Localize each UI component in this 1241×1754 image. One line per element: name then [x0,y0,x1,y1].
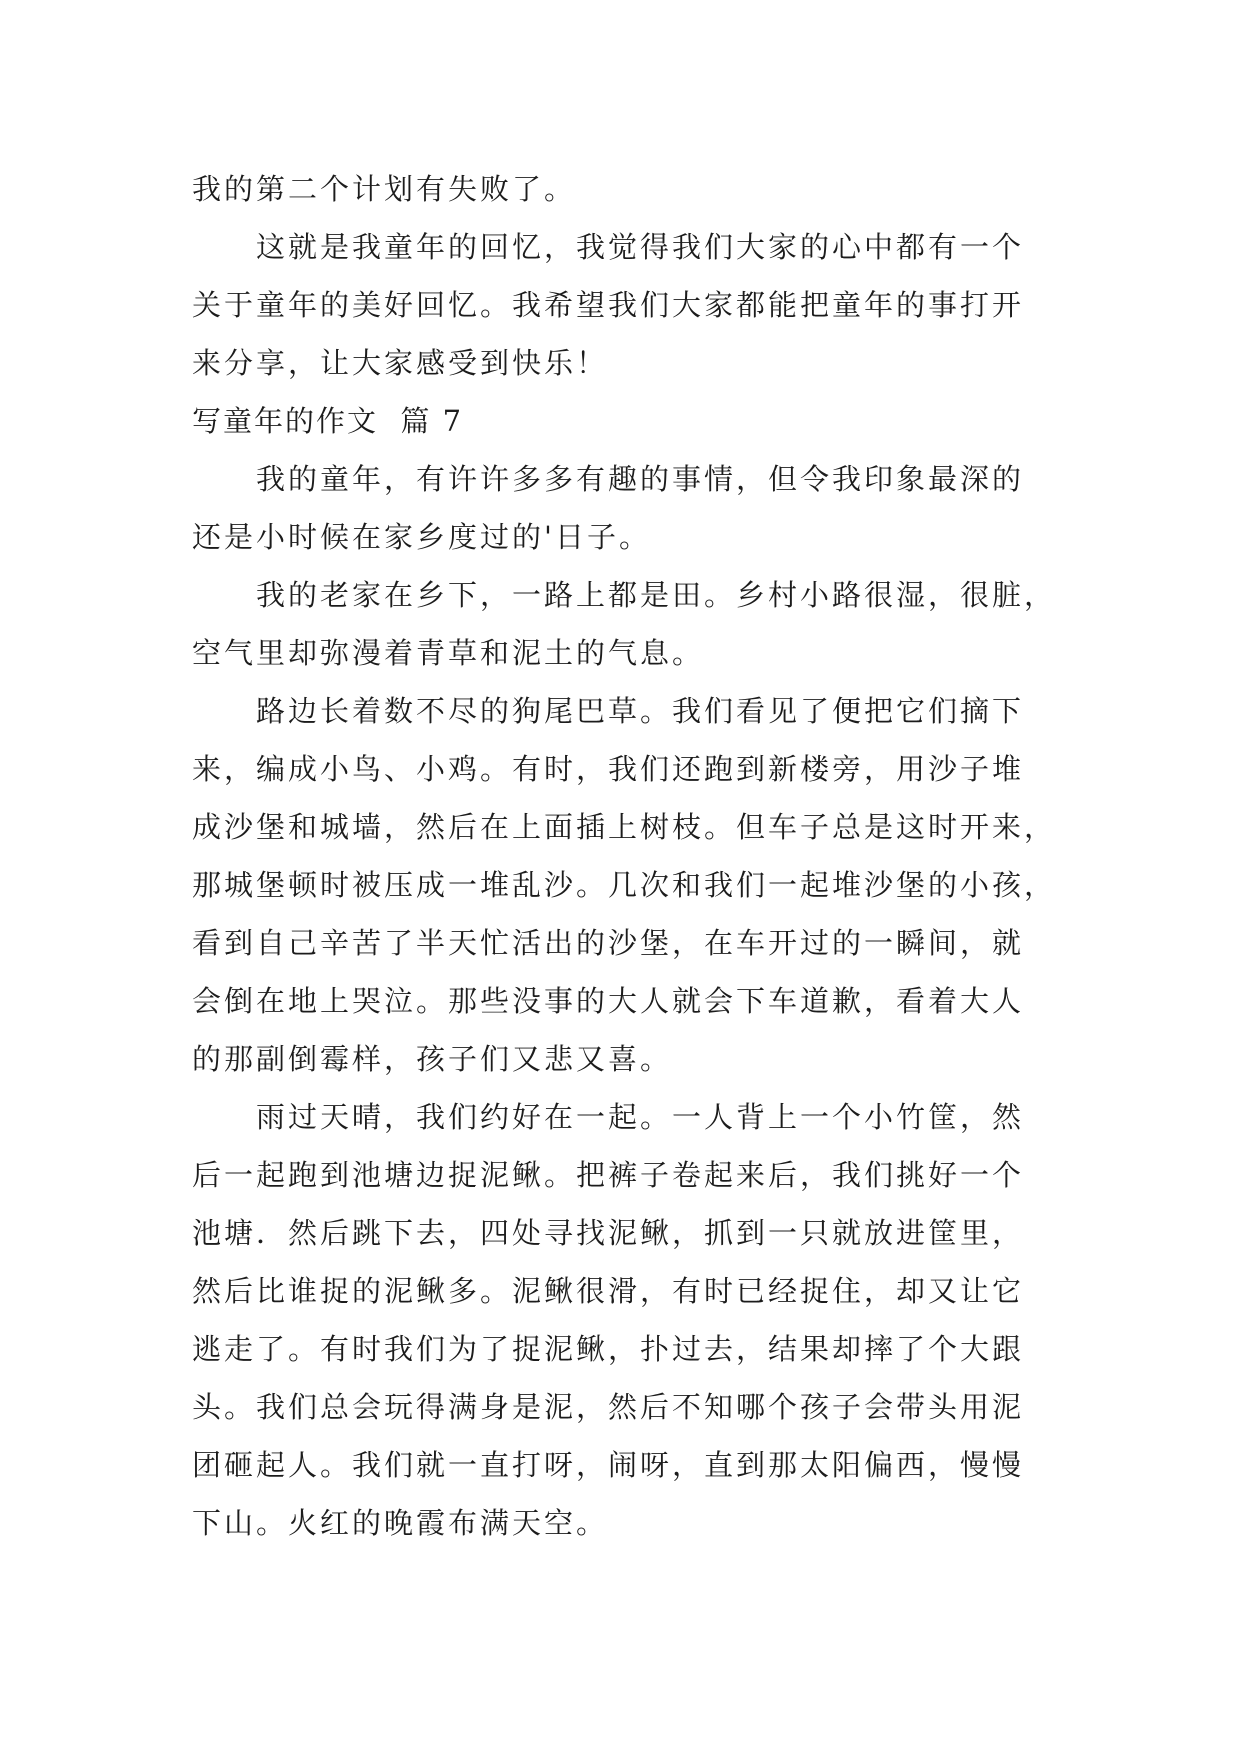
text-line: 那城堡顿时被压成一堆乱沙。几次和我们一起堆沙堡的小孩， [192,868,1057,902]
text-line: 然后比谁捉的泥鳅多。泥鳅很滑，有时已经捉住，却又让它 [192,1274,1025,1308]
text-line: 我的童年，有许许多多有趣的事情，但令我印象最深的 [256,462,1025,496]
text-line: 来分享，让大家感受到快乐！ [192,346,609,380]
text-line: 头。我们总会玩得满身是泥，然后不知哪个孩子会带头用泥 [192,1390,1025,1424]
text-line: 团砸起人。我们就一直打呀，闹呀，直到那太阳偏西，慢慢 [192,1448,1025,1482]
text-line: 关于童年的美好回忆。我希望我们大家都能把童年的事打开 [192,288,1025,322]
text-line: 会倒在地上哭泣。那些没事的大人就会下车道歉，看着大人 [192,984,1025,1018]
text-line: 池塘．然后跳下去，四处寻找泥鳅，抓到一只就放进筐里， [192,1216,1025,1250]
text-line: 看到自己辛苦了半天忙活出的沙堡，在车开过的一瞬间，就 [192,926,1025,960]
text-line: 这就是我童年的回忆，我觉得我们大家的心中都有一个 [256,230,1025,264]
text-line: 雨过天晴，我们约好在一起。一人背上一个小竹筐，然 [256,1100,1025,1134]
text-line: 空气里却弥漫着青草和泥土的气息。 [192,636,705,670]
text-line: 成沙堡和城墙，然后在上面插上树枝。但车子总是这时开来， [192,810,1057,844]
text-line: 逃走了。有时我们为了捉泥鳅，扑过去，结果却摔了个大跟 [192,1332,1025,1366]
text-line: 后一起跑到池塘边捉泥鳅。把裤子卷起来后，我们挑好一个 [192,1158,1025,1192]
text-line: 来，编成小鸟、小鸡。有时，我们还跑到新楼旁，用沙子堆 [192,752,1025,786]
text-line: 我的老家在乡下，一路上都是田。乡村小路很湿，很脏， [256,578,1057,612]
text-line: 路边长着数不尽的狗尾巴草。我们看见了便把它们摘下 [256,694,1025,728]
text-line: 我的第二个计划有失败了。 [192,172,577,206]
section-heading: 写童年的作文 篇 7 [192,404,464,438]
document-body [192,160,1057,1552]
text-line: 的那副倒霉样，孩子们又悲又喜。 [192,1042,673,1076]
text-line: 下山。火红的晚霞布满天空。 [192,1506,609,1540]
text-line: 还是小时候在家乡度过的'日子。 [192,520,651,554]
